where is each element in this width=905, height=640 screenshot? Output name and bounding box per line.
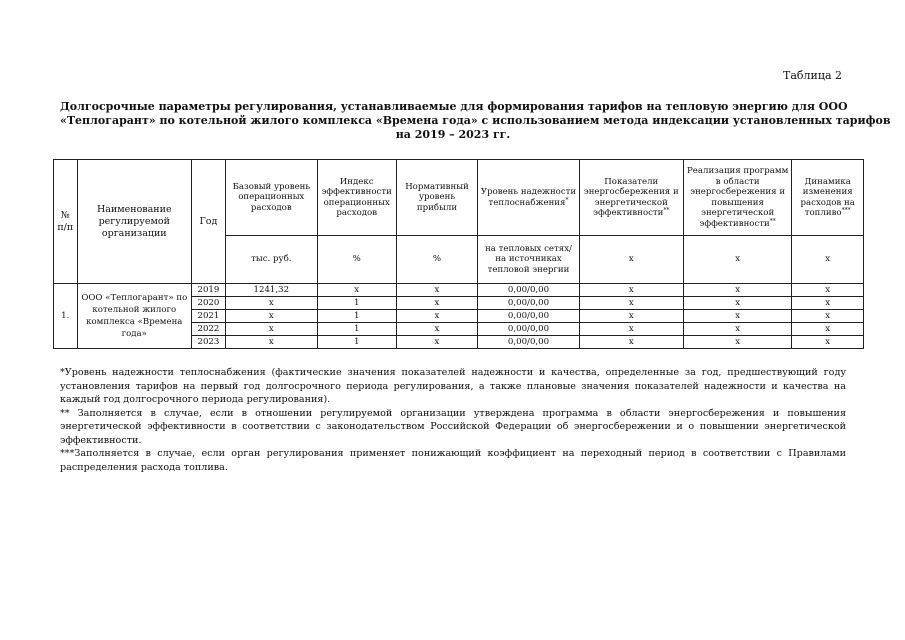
cell-base-costs: x: [225, 336, 317, 349]
cell-base-costs: x: [225, 297, 317, 310]
footnote-1: *Уровень надежности теплоснабжения (фактические значения показателей надежности и качества, определенные за год, предшествующий году установления тарифов на первый год долгосрочного периода регулирования, а также плановые значения показателей надежности и качества на каждый год долгосрочного периода регулирования).: [60, 367, 846, 405]
unit-fuel-dynamics: x: [792, 236, 864, 284]
title-line-1: Долгосрочные параметры регулирования, устанавливаемые для формирования тарифов на тепловую энергию для ООО: [60, 100, 848, 113]
footnote-mark: ***: [841, 207, 851, 214]
footnote-2: ** Заполняется в случае, если в отношении регулируемой организации утверждена программа в области энергосбережения и повышения энергетической эффективности в соответствии с законодательством Российской Федерации об энергосбережении и о повышении энергетической эффективности.: [60, 407, 846, 446]
cell-year: 2022: [192, 323, 226, 336]
cell-reliability: 0,00/0,00: [478, 310, 579, 323]
unit-base-costs: тыс. руб.: [225, 236, 317, 284]
cell-energy-saving: x: [579, 297, 683, 310]
header-year: Год: [192, 160, 226, 284]
organization-name: ООО «Теплогарант» по котельной жилого комплекса «Времена года»: [77, 284, 192, 349]
cell-profit-level: x: [396, 310, 478, 323]
cell-programs: x: [683, 323, 791, 336]
cell-energy-saving: x: [579, 310, 683, 323]
cell-base-costs: 1241,32: [225, 284, 317, 297]
cell-year: 2019: [192, 284, 226, 297]
header-base-costs: Базовый уровень операционных расходов: [225, 160, 317, 236]
unit-programs: x: [683, 236, 791, 284]
cell-programs: x: [683, 336, 791, 349]
document-title: [60, 100, 891, 142]
cell-reliability: 0,00/0,00: [478, 284, 579, 297]
cell-profit-level: x: [396, 284, 478, 297]
cell-profit-level: x: [396, 336, 478, 349]
footnote-3: ***Заполняется в случае, если орган регулирования применяет понижающий коэффициент на переходный период в соответствии с Правилами распределения расхода топлива.: [60, 448, 846, 473]
header-energy-saving-text: Показатели энергосбережения и энергетической эффективности: [583, 176, 679, 218]
cell-base-costs: x: [225, 310, 317, 323]
table-row: [54, 284, 864, 297]
cell-fuel-dynamics: x: [792, 336, 864, 349]
cell-reliability: 0,00/0,00: [478, 297, 579, 310]
cell-energy-saving: x: [579, 336, 683, 349]
title-line-3: на 2019 – 2023 гг.: [395, 128, 511, 141]
cell-efficiency-index: x: [317, 284, 396, 297]
unit-profit-level: %: [396, 236, 478, 284]
cell-profit-level: x: [396, 297, 478, 310]
row-number: 1.: [54, 284, 78, 349]
unit-efficiency-index: %: [317, 236, 396, 284]
table-number: Таблица 2: [783, 69, 842, 82]
cell-programs: x: [683, 284, 791, 297]
cell-energy-saving: x: [579, 323, 683, 336]
cell-reliability: 0,00/0,00: [478, 323, 579, 336]
unit-energy-saving: x: [579, 236, 683, 284]
header-energy-saving: [579, 160, 683, 236]
header-reliability: [478, 160, 579, 236]
cell-efficiency-index: 1: [317, 323, 396, 336]
header-number: № п/п: [54, 160, 78, 284]
cell-programs: x: [683, 297, 791, 310]
unit-reliability: на тепловых сетях/на источниках тепловой энергии: [478, 236, 579, 284]
footnote-mark: *: [565, 196, 569, 204]
cell-fuel-dynamics: x: [792, 284, 864, 297]
header-fuel-dynamics-text: Динамика изменения расходов на топливо: [800, 176, 855, 218]
cell-fuel-dynamics: x: [792, 297, 864, 310]
header-profit-level: Нормативный уровень прибыли: [396, 160, 478, 236]
cell-fuel-dynamics: x: [792, 310, 864, 323]
cell-efficiency-index: 1: [317, 310, 396, 323]
footnote-mark: **: [663, 207, 670, 214]
cell-year: 2020: [192, 297, 226, 310]
header-fuel-dynamics: [792, 160, 864, 236]
header-organization: Наименование регулируемой организации: [77, 160, 192, 284]
cell-reliability: 0,00/0,00: [478, 336, 579, 349]
footnotes: [60, 366, 846, 474]
cell-efficiency-index: 1: [317, 336, 396, 349]
cell-fuel-dynamics: x: [792, 323, 864, 336]
header-reliability-text: Уровень надежности теплоснабжения: [480, 187, 577, 208]
cell-profit-level: x: [396, 323, 478, 336]
header-row: [54, 160, 864, 236]
cell-base-costs: x: [225, 323, 317, 336]
cell-year: 2021: [192, 310, 226, 323]
cell-programs: x: [683, 310, 791, 323]
header-efficiency-index: Индекс эффективности операционных расходов: [317, 160, 396, 236]
cell-year: 2023: [192, 336, 226, 349]
header-programs: [683, 160, 791, 236]
footnote-mark: **: [769, 217, 776, 225]
parameters-table: [53, 159, 864, 349]
cell-efficiency-index: 1: [317, 297, 396, 310]
title-line-2: «Теплогарант» по котельной жилого комплекса «Времена года» с использованием метода индексации установленных тарифов: [60, 114, 891, 127]
header-programs-text: Реализация программ в области энергосбережения и повышения энергетической эффективности: [687, 166, 789, 229]
cell-energy-saving: x: [579, 284, 683, 297]
